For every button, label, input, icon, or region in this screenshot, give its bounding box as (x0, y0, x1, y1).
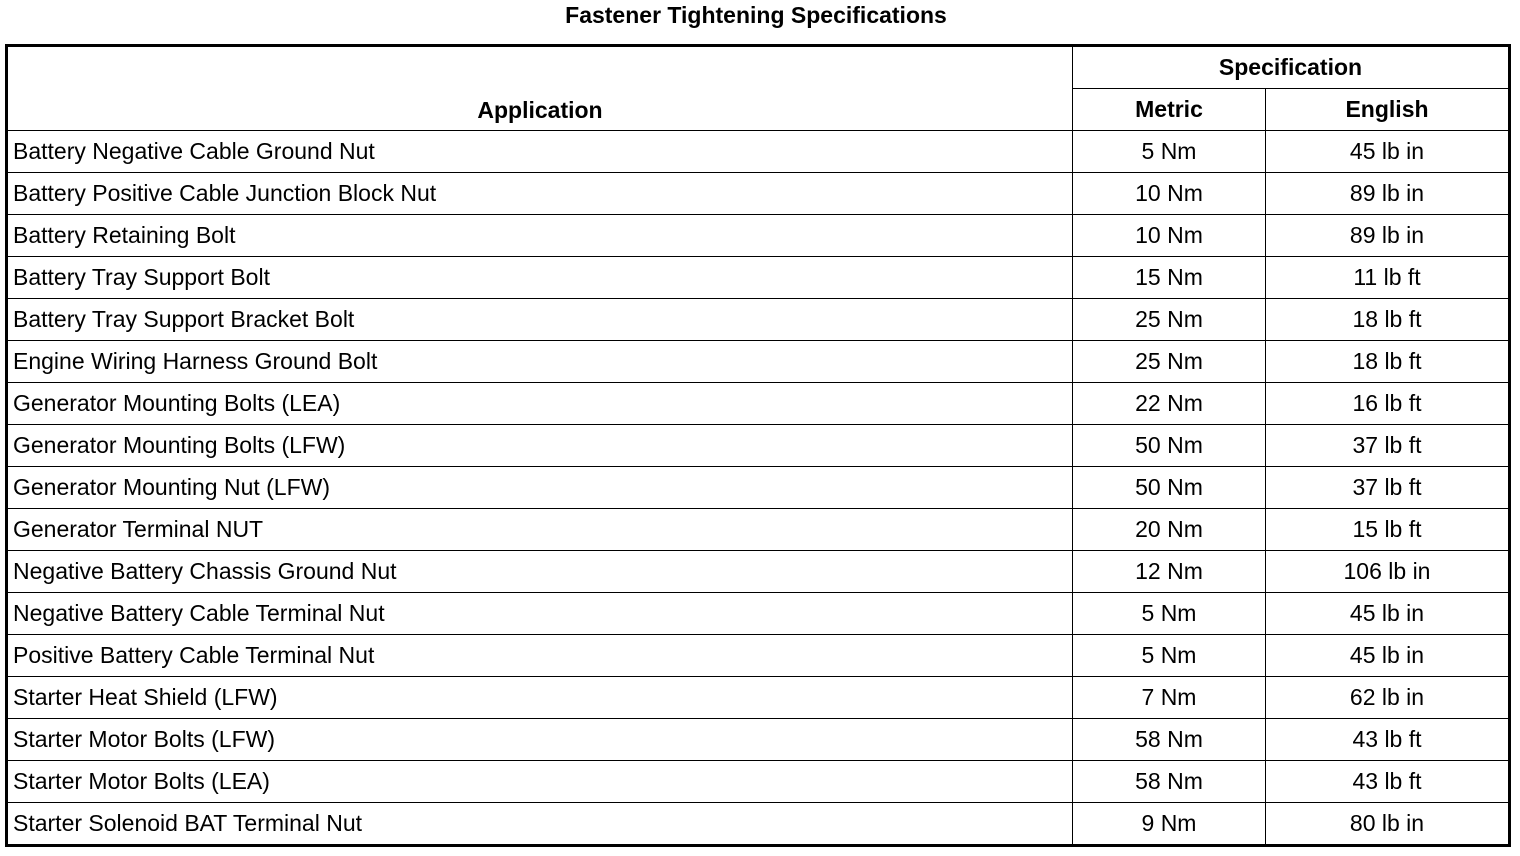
metric-cell: 25 Nm (1073, 341, 1266, 383)
metric-cell: 15 Nm (1073, 257, 1266, 299)
table-row (7, 803, 1510, 846)
metric-cell: 20 Nm (1073, 509, 1266, 551)
application-cell: Starter Solenoid BAT Terminal Nut (7, 803, 1073, 846)
page-title: Fastener Tightening Specifications (565, 2, 947, 28)
metric-cell: 50 Nm (1073, 425, 1266, 467)
header-specification: Specification (1073, 46, 1510, 89)
table-row (7, 635, 1510, 677)
metric-cell: 58 Nm (1073, 761, 1266, 803)
english-cell: 43 lb ft (1266, 761, 1510, 803)
english-cell: 16 lb ft (1266, 383, 1510, 425)
application-cell: Positive Battery Cable Terminal Nut (7, 635, 1073, 677)
application-cell: Starter Motor Bolts (LEA) (7, 761, 1073, 803)
english-cell: 37 lb ft (1266, 425, 1510, 467)
metric-cell: 22 Nm (1073, 383, 1266, 425)
table-row (7, 509, 1510, 551)
metric-cell: 10 Nm (1073, 215, 1266, 257)
application-cell: Generator Terminal NUT (7, 509, 1073, 551)
english-cell: 45 lb in (1266, 635, 1510, 677)
table-row (7, 383, 1510, 425)
english-cell: 106 lb in (1266, 551, 1510, 593)
table-body (7, 131, 1510, 846)
english-cell: 62 lb in (1266, 677, 1510, 719)
table-header (7, 46, 1510, 131)
english-cell: 11 lb ft (1266, 257, 1510, 299)
metric-cell: 7 Nm (1073, 677, 1266, 719)
metric-cell: 5 Nm (1073, 635, 1266, 677)
metric-cell: 10 Nm (1073, 173, 1266, 215)
english-cell: 43 lb ft (1266, 719, 1510, 761)
metric-cell: 9 Nm (1073, 803, 1266, 846)
english-cell: 89 lb in (1266, 173, 1510, 215)
english-cell: 80 lb in (1266, 803, 1510, 846)
metric-cell: 5 Nm (1073, 131, 1266, 173)
english-cell: 37 lb ft (1266, 467, 1510, 509)
application-cell: Battery Tray Support Bracket Bolt (7, 299, 1073, 341)
metric-cell: 25 Nm (1073, 299, 1266, 341)
header-application: Application (7, 46, 1073, 131)
application-cell: Starter Heat Shield (LFW) (7, 677, 1073, 719)
table-row (7, 719, 1510, 761)
table-row (7, 593, 1510, 635)
header-metric: Metric (1073, 89, 1266, 131)
table-row (7, 173, 1510, 215)
table-row (7, 131, 1510, 173)
application-cell: Battery Retaining Bolt (7, 215, 1073, 257)
header-english: English (1266, 89, 1510, 131)
application-cell: Generator Mounting Bolts (LFW) (7, 425, 1073, 467)
metric-cell: 12 Nm (1073, 551, 1266, 593)
application-cell: Generator Mounting Bolts (LEA) (7, 383, 1073, 425)
table-row (7, 677, 1510, 719)
header-row-top (7, 46, 1510, 89)
table-row (7, 551, 1510, 593)
english-cell: 45 lb in (1266, 131, 1510, 173)
application-cell: Engine Wiring Harness Ground Bolt (7, 341, 1073, 383)
table-row (7, 341, 1510, 383)
english-cell: 89 lb in (1266, 215, 1510, 257)
english-cell: 18 lb ft (1266, 341, 1510, 383)
english-cell: 15 lb ft (1266, 509, 1510, 551)
english-cell: 45 lb in (1266, 593, 1510, 635)
table-row (7, 299, 1510, 341)
table-row (7, 215, 1510, 257)
table-row (7, 425, 1510, 467)
table-row (7, 761, 1510, 803)
application-cell: Generator Mounting Nut (LFW) (7, 467, 1073, 509)
spec-table (5, 44, 1511, 847)
application-cell: Battery Positive Cable Junction Block Nut (7, 173, 1073, 215)
metric-cell: 5 Nm (1073, 593, 1266, 635)
application-cell: Negative Battery Chassis Ground Nut (7, 551, 1073, 593)
metric-cell: 50 Nm (1073, 467, 1266, 509)
table-row (7, 467, 1510, 509)
application-cell: Battery Tray Support Bolt (7, 257, 1073, 299)
application-cell: Starter Motor Bolts (LFW) (7, 719, 1073, 761)
table-row (7, 257, 1510, 299)
metric-cell: 58 Nm (1073, 719, 1266, 761)
application-cell: Battery Negative Cable Ground Nut (7, 131, 1073, 173)
application-cell: Negative Battery Cable Terminal Nut (7, 593, 1073, 635)
english-cell: 18 lb ft (1266, 299, 1510, 341)
